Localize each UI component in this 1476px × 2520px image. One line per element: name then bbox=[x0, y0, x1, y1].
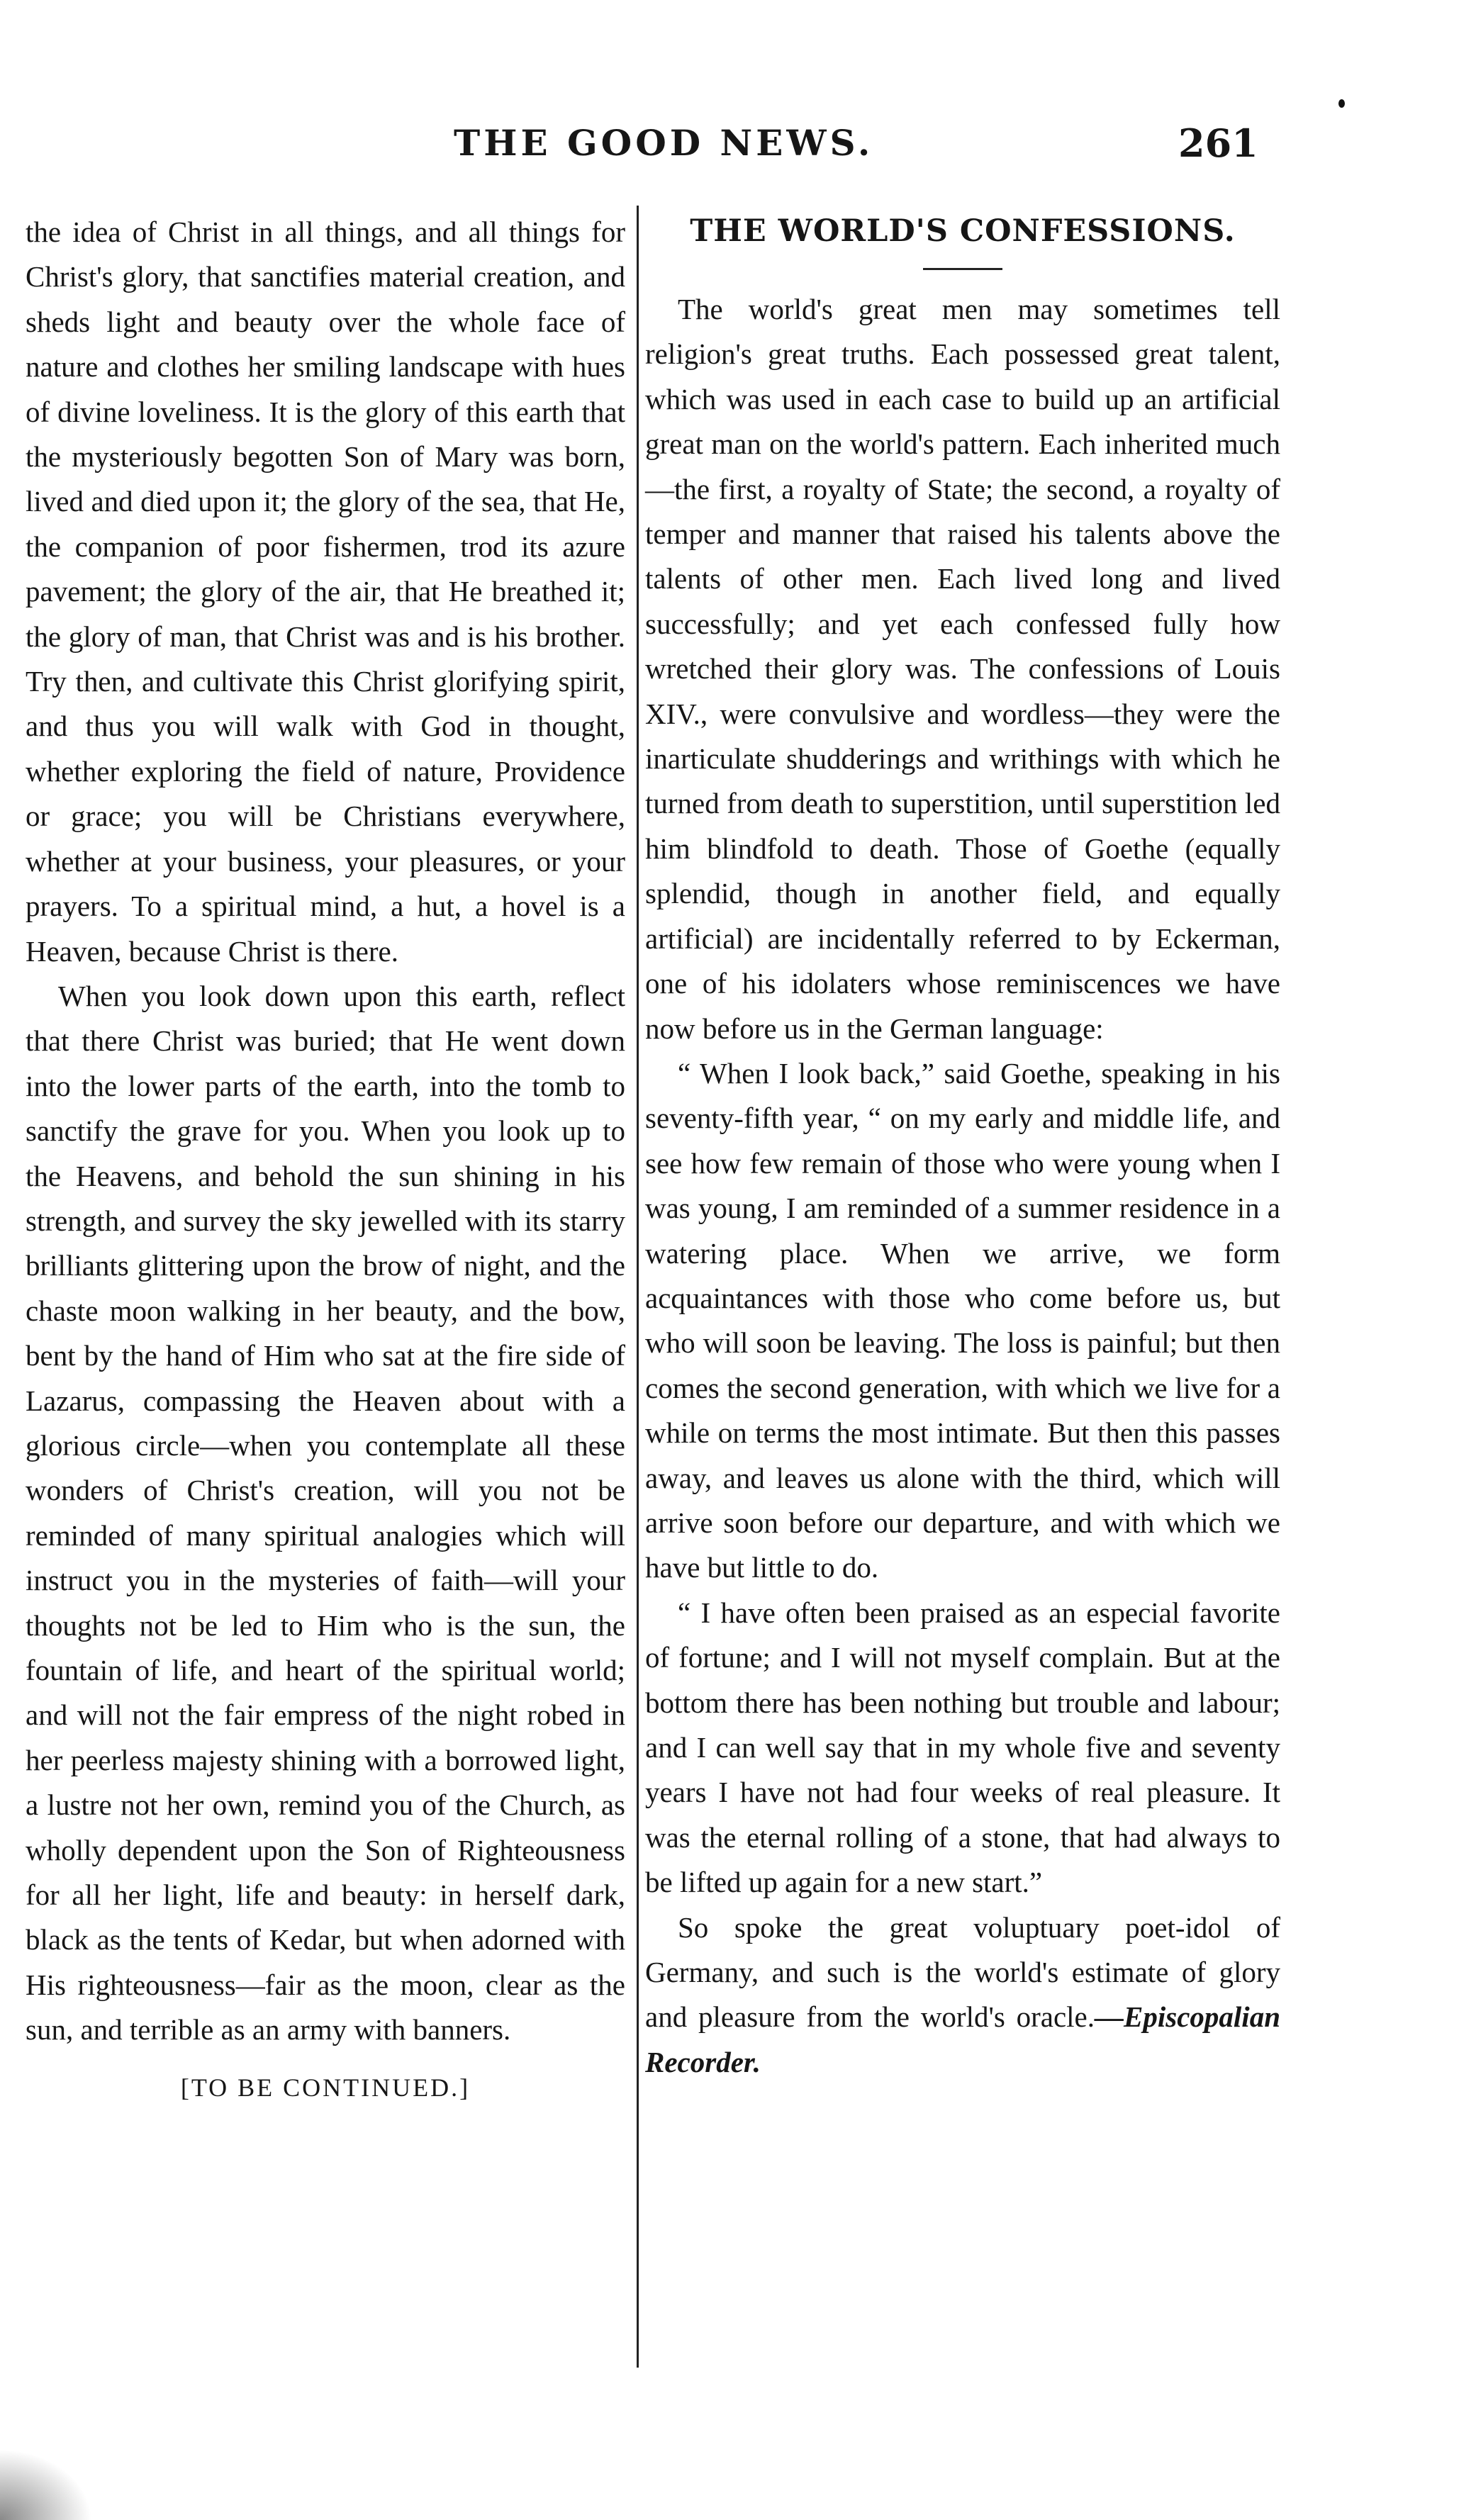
page-number: 261 bbox=[1178, 121, 1258, 166]
ink-speck bbox=[1338, 99, 1345, 108]
right-paragraph-3: “ I have often been praised as an especial favorite of fortune; and I will not myself complain. But at the bottom there has been nothing but trouble and labour; and I can well say that in my whole five and seventy years I have not had four weeks of real pleasure. It was the eternal rolling of a stone, that had always to be lifted up again for a new start.” bbox=[645, 1596, 1280, 1899]
closing-sentence: So spoke the great voluptuary poet-idol of Germany, and such is the world's estimate of glory and pleasure from the world's oracle. bbox=[645, 1910, 1280, 2034]
left-paragraph-1: the idea of Christ in all things, and all things for Christ's glory, that sanctifies material creation, and sheds light and beauty over the whole face of nature and clothes her smiling landscape with hues of divine loveliness. It is the glory of this earth that the mysteriously begotten Son of Mary was born, lived and died upon it; the glory of the sea, that He, the companion of poor fishermen, trod its azure pavement; the glory of the air, that He breathed it; the glory of man, that Christ was and is his brother. Try then, and cultivate this Christ glorifying spirit, and thus you will walk with God in thought, whether exploring the field of nature, Providence or grace; you will be Christians everywhere, whether at your business, your pleasures, or your prayers. To a spiritual mind, a hut, a hovel is a Heaven, because Christ is there. bbox=[26, 215, 625, 968]
article-title: THE WORLD'S CONFESSIONS. bbox=[690, 213, 1236, 249]
right-column bbox=[645, 210, 1280, 2085]
to-be-continued-note: [TO BE CONTINUED.] bbox=[180, 2073, 471, 2102]
column-divider bbox=[637, 206, 639, 2368]
left-paragraph-2: When you look down upon this earth, reflect that there Christ was buried; that He went down into the lower parts of the earth, into the tomb to sanctify the grave for you. When you look up to the Heavens, and behold the sun shining in his strength, and survey the sky jewelled with its starry brilliants glittering upon the brow of night, and the chaste moon walking in her beauty, and the bow, bent by the hand of Him who sat at the fire side of Lazarus, compassing the Heaven about with a glorious circle—when you contemplate all these wonders of Christ's creation, will you not be reminded of many spiritual analogies which will instruct you in the mysteries of faith—will your thoughts not be led to Him who is the sun, the fountain of life, and heart of the spiritual world; and will not the fair empress of the night robed in her peerless majesty shining with a borrowed light, a lustre not her own, remind you of the Church, as wholly dependent upon the Son of Righteousness for all her light, life and beauty: in herself dark, black as the tents of Kedar, but when adorned with His righteousness—fair as the moon, clear as the sun, and terrible as an army with banners. bbox=[26, 979, 625, 2046]
scan-smudge bbox=[0, 2449, 92, 2520]
left-column bbox=[26, 210, 625, 2110]
running-header: THE GOOD NEWS. bbox=[454, 122, 874, 164]
right-paragraph-1: The world's great men may sometimes tell religion's great truths. Each possessed great talent, which was used in each case to build up an artificial great man on the world's pattern. Each inherited much—the first, a royalty of State; the second, a royalty of temper and manner that raised his talents above the talents of other men. Each lived long and lived successfully; and yet each confessed fully how wretched their glory was. The confessions of Louis XIV., were convulsive and wordless—they were the inarticulate shudderings and writhings with which he turned from death to superstition, until superstition led him blindfold to death. Those of Goethe (equally splendid, though in another field, and equally artificial) are incidentally referred to by Eckerman, one of his idolaters whose reminiscences we have now before us in the German language: bbox=[645, 293, 1280, 1045]
source-attribution: —Episcopalian Recorder. bbox=[645, 2000, 1280, 2078]
right-paragraph-4 bbox=[645, 1905, 1280, 2085]
right-paragraph-2: “ When I look back,” said Goethe, speaking in his seventy-fifth year, “ on my early and middle life, and see how few remain of those who were young when I was young, I am reminded of a summer residence in a watering place. When we arrive, we form acquaintances with those who come before us, but who will soon be leaving. The loss is painful; but then comes the second generation, with which we live for a while on terms the most intimate. But then this passes away, and leaves us alone with the third, which will arrive soon before our departure, and with which we have but little to do. bbox=[645, 1056, 1280, 1584]
title-rule bbox=[923, 268, 1002, 270]
